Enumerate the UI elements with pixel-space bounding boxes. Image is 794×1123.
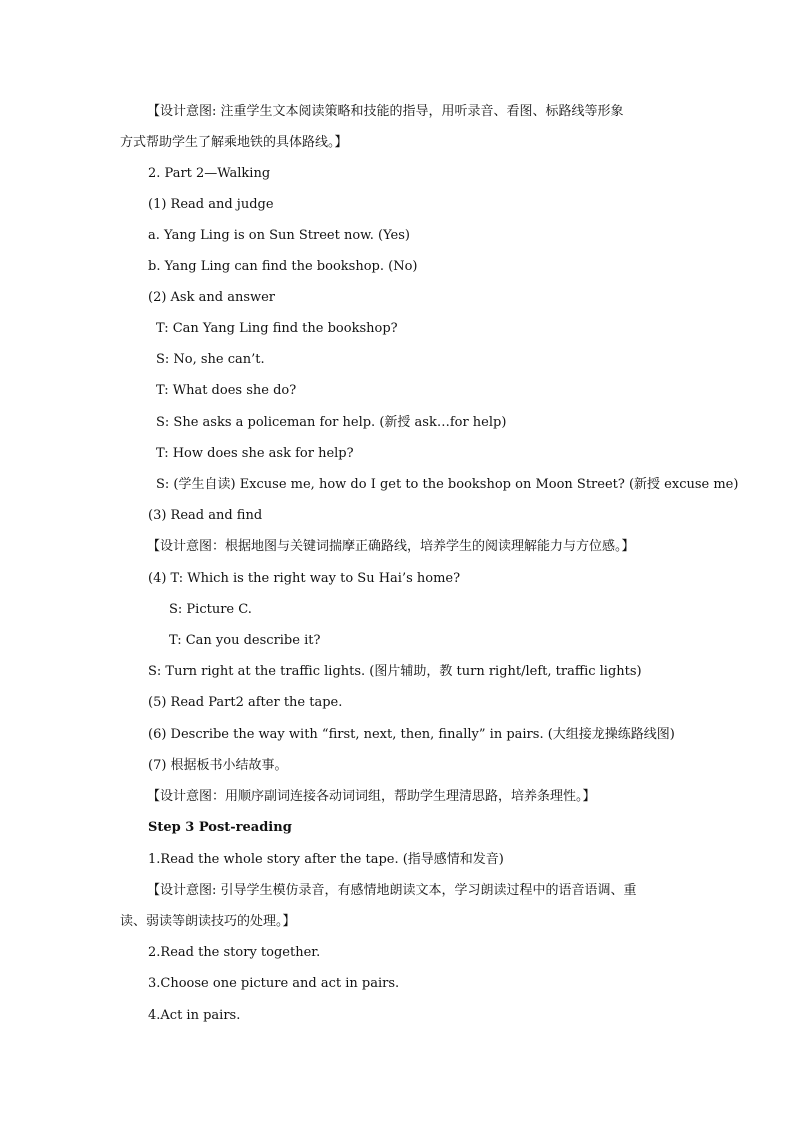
design-intent-2: 【设计意图：根据地图与关键词揣摩正确路线，培养学生的阅读理解能力与方位感。】 — [147, 539, 635, 554]
post-reading-item-4: 4.Act in pairs. — [148, 1008, 241, 1023]
dialogue-line: S: Picture C. — [169, 602, 252, 617]
post-reading-item-2: 2.Read the story together. — [148, 945, 321, 960]
step-heading-post-reading: Step 3 Post-reading — [148, 820, 292, 835]
dialogue-line: S: She asks a policeman for help. (新授 ask…for help) — [156, 415, 507, 430]
design-intent-4-line-2: 读、弱读等朗读技巧的处理。】 — [120, 914, 296, 929]
dialogue-line: T: Can Yang Ling find the bookshop? — [156, 321, 398, 336]
design-intent-1-line-1: 【设计意图: 注重学生文本阅读策略和技能的指导，用听录音、看图、标路线等形象 — [147, 104, 624, 119]
list-item-describe-way: (6) Describe the way with “first, next, then, finally” in pairs. (大组接龙操练路线图) — [148, 727, 675, 742]
dialogue-line: T: Can you describe it? — [169, 633, 321, 648]
list-item-read-judge: (1) Read and judge — [148, 197, 274, 212]
list-item-read-find: (3) Read and find — [148, 508, 263, 523]
judge-item-a: a. Yang Ling is on Sun Street now. (Yes) — [148, 228, 410, 243]
dialogue-line: S: (学生自读) Excuse me, how do I get to the bookshop on Moon Street? (新授 excuse me) — [156, 477, 739, 492]
judge-item-b: b. Yang Ling can find the bookshop. (No) — [148, 259, 418, 274]
design-intent-4-line-1: 【设计意图: 引导学生模仿录音，有感情地朗读文本，学习朗读过程中的语音语调、重 — [147, 883, 637, 898]
dialogue-line: S: No, she can’t. — [156, 352, 265, 367]
list-item-ask-answer: (2) Ask and answer — [148, 290, 276, 305]
list-item-read-part2: (5) Read Part2 after the tape. — [148, 695, 343, 710]
list-item-summary: (7) 根据板书小结故事。 — [148, 758, 288, 773]
dialogue-line: T: How does she ask for help? — [156, 446, 354, 461]
design-intent-3: 【设计意图：用顺序副词连接各动词词组，帮助学生理清思路，培养条理性。】 — [147, 789, 596, 804]
post-reading-item-1: 1.Read the whole story after the tape. (指导感情和发音) — [148, 852, 504, 867]
design-intent-1-line-2: 方式帮助学生了解乘地铁的具体路线。】 — [120, 135, 348, 150]
list-item-right-way: (4) T: Which is the right way to Su Hai’s home? — [148, 571, 461, 586]
section-heading-part2: 2. Part 2—Walking — [148, 166, 271, 181]
dialogue-line: S: Turn right at the traffic lights. (图片辅助，教 turn right/left, traffic lights) — [148, 664, 642, 679]
dialogue-line: T: What does she do? — [156, 383, 297, 398]
post-reading-item-3: 3.Choose one picture and act in pairs. — [148, 976, 400, 991]
